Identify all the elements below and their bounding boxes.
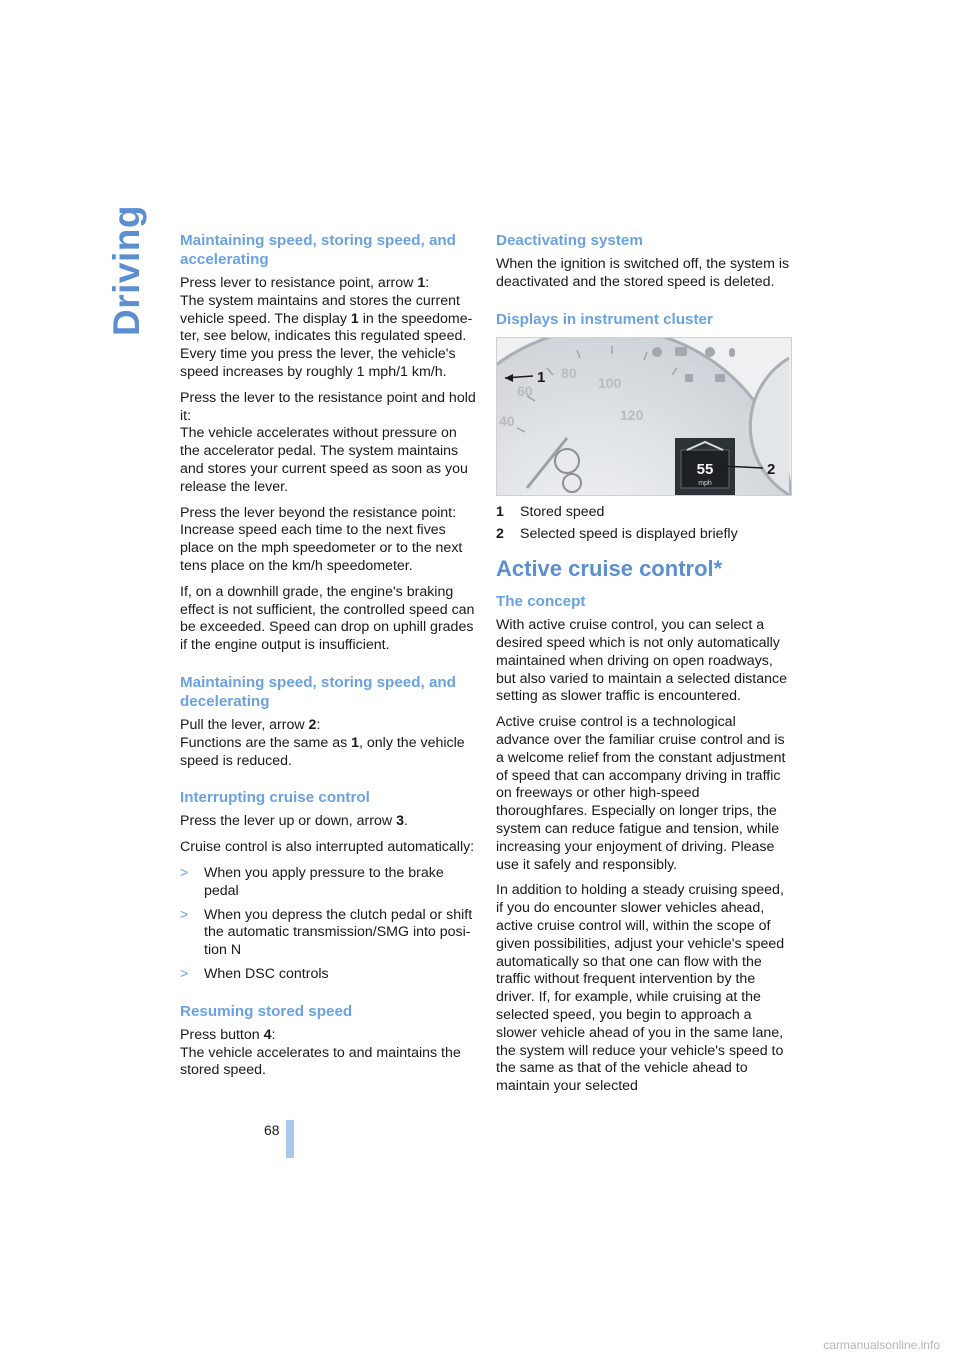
heading-the-concept: The concept: [496, 593, 586, 611]
heading-accelerating: Maintaining speed, storing speed, and accelerating: [180, 232, 456, 268]
list-item: > When DSC controls: [180, 965, 329, 982]
paragraph-concept-2: Active cruise control is a technological advance over the familiar cruise control and is a welcome relief from the constant adjustment of speed that can accompany driving in traffic on freeways or other high-speed thoroughfares. Especially on longer trips, the system can reduce fatigue and tension, while increasing your enjoyment of driving. Please use it safely and responsibly.: [496, 714, 786, 873]
paragraph-interrupting-2: Cruise control is also interrupted automatically:: [180, 839, 475, 856]
heading-deactivating: Deactivating system: [496, 232, 643, 249]
paragraph-decelerating: Pull the lever, arrow 2: Functions are the same as 1, only the vehicle speed is reduced.: [180, 716, 465, 769]
legend-item: 2 Selected speed is displayed briefly: [496, 526, 738, 543]
page-marker-bar: [286, 1120, 294, 1158]
dial-number: 60: [517, 382, 533, 399]
callout-1-label: 1: [537, 368, 546, 386]
paragraph-deactivating: When the ignition is switched off, the system is deactivated and the stored speed is deleted.: [496, 256, 790, 290]
dial-number: 80: [561, 364, 577, 381]
paragraph-accelerating-1: Press lever to resistance point, arrow 1: The system maintains and stores the current vehicle speed. The display 1 in the speedometer, see below, indicates this regulated speed. Every time you press the lever, the vehicle's speed increases by roughly 1 mph/1 km/h.: [180, 275, 473, 380]
heading-interrupting: Interrupting cruise control: [180, 789, 370, 807]
stored-speed-unit: mph: [698, 479, 712, 487]
page-number: 68: [264, 1122, 280, 1138]
paragraph-accelerating-2: Press the lever to the resistance point and hold it: The vehicle accelerates without pressure on the accelerator pedal. The system maintains and stores your current speed as soon as you release the lever.: [180, 389, 476, 495]
paragraph-resuming: Press button 4: The vehicle accelerates to and maintains the stored speed.: [180, 1026, 461, 1079]
paragraph-concept-3: In addition to holding a steady cruising speed, if you do encounter slower vehicles ahead, active cruise control will, within the scope of given possibilities, adjust your vehicle's speed automatically so that one can flow with the traffic without frequent intervention by the driver. If, for example, while cruising at the selected speed, you begin to approach a slower vehicle ahead of you in the same lane, the system will reduce your vehicle's speed to the same as that of the vehicle ahead to maintain your selected: [496, 882, 785, 1095]
heading-decelerating: Maintaining speed, storing speed, and decelerating: [180, 673, 456, 710]
list-item: > When you depress the clutch pedal or shift the automatic transmission/SMG into position N: [180, 906, 473, 959]
right-column: [496, 231, 792, 1104]
heading-displays: Displays in instrument cluster: [496, 310, 713, 328]
paragraph-interrupting-1: Press the lever up or down, arrow 3.: [180, 813, 408, 830]
paragraph-accelerating-3: Press the lever beyond the resistance point: Increase speed each time to the next fives place on the mph speedometer or to the next tens place on the km/h speedometer.: [180, 504, 463, 574]
dial-number: 100: [598, 374, 622, 391]
bullet-marker: >: [180, 906, 189, 923]
list-item: > When you apply pressure to the brake pedal: [180, 864, 444, 899]
paragraph-concept-1: With active cruise control, you can select a desired speed which is not only automatically maintained when driving on open roadways, but also varied to maintain a selected distance setting as slower traffic is encountered.: [496, 617, 788, 705]
instrument-cluster-svg: [497, 338, 791, 495]
callout-2-label: 2: [767, 460, 776, 478]
bullet-marker: >: [180, 864, 189, 881]
watermark: carmanualsonline.info: [823, 1338, 940, 1352]
instrument-cluster-illustration: [496, 337, 792, 496]
bullet-marker: >: [180, 965, 189, 982]
legend-item: 1 Stored speed: [496, 503, 605, 520]
heading-resuming: Resuming stored speed: [180, 1002, 353, 1020]
stored-speed-value: 55: [696, 460, 714, 478]
dial-number: 40: [499, 412, 515, 429]
heading-active-cruise-control: Active cruise control*: [496, 556, 723, 582]
figure-legend: [496, 504, 792, 545]
section-title: Driving: [106, 205, 147, 336]
paragraph-accelerating-4: If, on a downhill grade, the engine's braking effect is not sufficient, the controlled speed can be exceeded. Speed can drop on uphill grades if the engine output is insufficient.: [180, 583, 475, 654]
dial-number: 120: [620, 406, 644, 423]
interrupt-conditions-list: [180, 865, 478, 984]
left-column: [180, 231, 478, 1088]
